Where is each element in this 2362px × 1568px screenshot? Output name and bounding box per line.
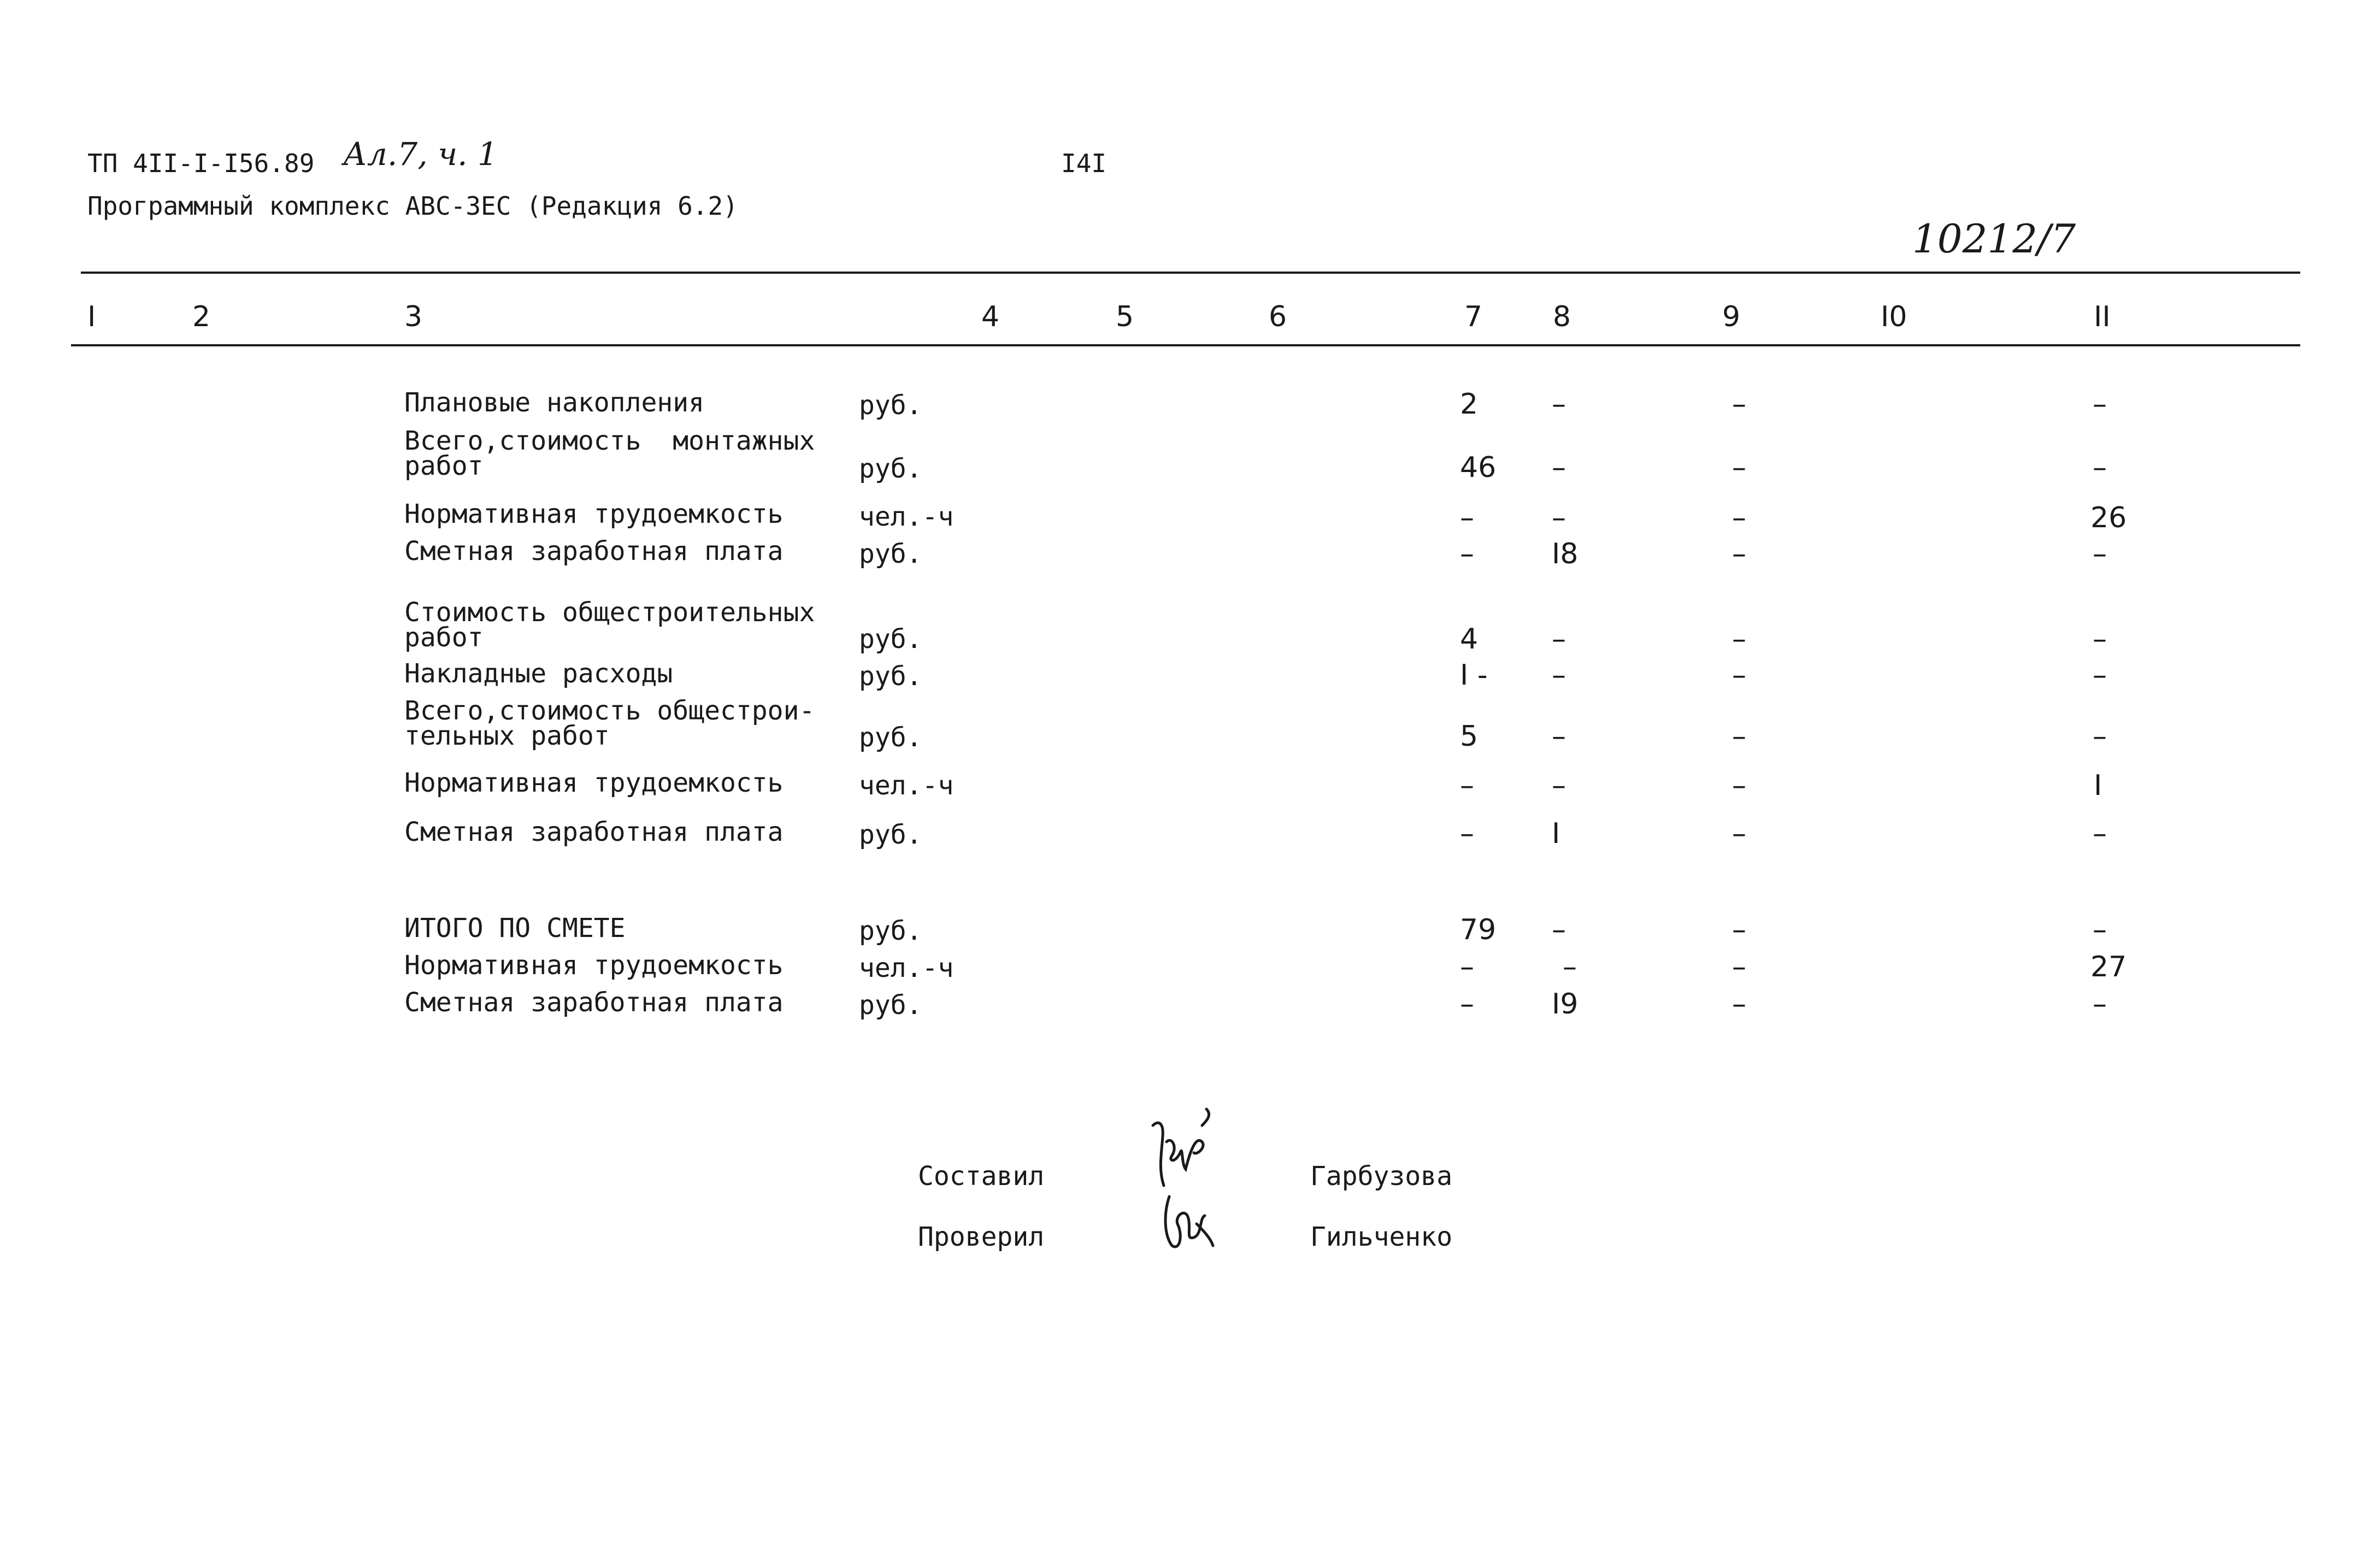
row-value-col7: 4 <box>1460 623 1479 656</box>
row-value-col9: – <box>1732 388 1746 421</box>
row-value-col9: – <box>1732 659 1746 692</box>
row-value-col11: – <box>2093 451 2107 484</box>
column-number: 9 <box>1722 300 1741 333</box>
column-number: I <box>87 300 96 333</box>
row-value-col8: – <box>1552 720 1566 753</box>
row-value-col8: – <box>1563 951 1577 983</box>
row-unit: руб. <box>859 990 922 1021</box>
column-number: 8 <box>1553 300 1571 333</box>
row-value-col11: 26 <box>2090 502 2127 534</box>
row-value-col8: I <box>1552 817 1560 850</box>
column-number: I0 <box>1881 300 1907 333</box>
row-value-col9: – <box>1732 538 1746 570</box>
row-unit: чел.-ч <box>859 502 954 532</box>
row-value-col11: – <box>2093 538 2107 570</box>
row-unit: руб. <box>859 722 922 753</box>
row-value-col8: – <box>1552 388 1566 421</box>
row-label: Нормативная трудоемкость <box>404 950 784 981</box>
handwritten-reference: Ал.7, ч. 1 <box>343 135 498 173</box>
row-value-col11: I <box>2094 769 2102 802</box>
compiled-by-name: Гарбузова <box>1310 1161 1453 1192</box>
row-value-col9: – <box>1732 913 1746 946</box>
row-unit: руб. <box>859 624 922 655</box>
row-value-col11: – <box>2093 913 2107 946</box>
row-label: Стоимость общестроительных работ <box>404 597 815 653</box>
row-value-col7: – <box>1460 951 1474 983</box>
column-number: 3 <box>404 300 423 333</box>
checked-by-label: Проверил <box>918 1222 1045 1252</box>
handwritten-number: 10212/7 <box>1912 216 2076 262</box>
row-unit: чел.-ч <box>859 770 954 801</box>
row-value-col11: – <box>2093 388 2107 421</box>
signature-compiled-icon <box>1142 1104 1229 1191</box>
signature-checked-icon <box>1158 1186 1224 1257</box>
row-value-col11: – <box>2093 720 2107 753</box>
row-value-col9: – <box>1732 502 1746 534</box>
row-value-col11: – <box>2093 659 2107 692</box>
row-label: Сметная заработная плата <box>404 817 784 847</box>
row-value-col7: 5 <box>1460 720 1479 753</box>
row-value-col8: – <box>1552 659 1566 692</box>
column-number: II <box>2094 300 2111 333</box>
row-unit: руб. <box>859 539 922 569</box>
top-rule <box>81 272 2300 274</box>
row-label: Всего,стоимость общестрои- тельных работ <box>404 695 815 751</box>
row-value-col11: – <box>2093 623 2107 656</box>
row-value-col9: – <box>1732 720 1746 753</box>
row-value-col9: – <box>1732 951 1746 983</box>
row-unit: руб. <box>859 661 922 692</box>
row-value-col7: – <box>1460 817 1474 850</box>
row-label: Нормативная трудоемкость <box>404 499 784 529</box>
row-unit: руб. <box>859 390 922 421</box>
row-value-col7: – <box>1460 538 1474 570</box>
row-value-col9: – <box>1732 451 1746 484</box>
program-title: Программный комплекс АВС-3ЕС (Редакция 6.2) <box>87 191 738 221</box>
row-value-col9: – <box>1732 817 1746 850</box>
row-value-col8: – <box>1552 451 1566 484</box>
row-value-col9: – <box>1732 988 1746 1021</box>
row-value-col7: 79 <box>1460 913 1497 946</box>
row-value-col8: – <box>1552 623 1566 656</box>
row-value-col7: 46 <box>1460 451 1497 484</box>
row-value-col11: 27 <box>2090 951 2127 983</box>
row-value-col8: I8 <box>1552 538 1578 570</box>
row-value-col11: – <box>2093 988 2107 1021</box>
row-value-col8: – <box>1552 913 1566 946</box>
row-value-col7: – <box>1460 502 1474 534</box>
column-number: 5 <box>1116 300 1134 333</box>
row-value-col8: I9 <box>1552 988 1578 1021</box>
row-unit: руб. <box>859 820 922 850</box>
row-value-col7: I - <box>1460 659 1488 692</box>
row-label: Накладные расходы <box>404 658 673 689</box>
row-value-col8: – <box>1552 769 1566 802</box>
header-bottom-rule <box>71 344 2300 346</box>
row-value-col8: – <box>1552 502 1566 534</box>
row-value-col9: – <box>1732 769 1746 802</box>
row-label: Сметная заработная плата <box>404 987 784 1018</box>
checked-by-name: Гильченко <box>1310 1222 1453 1252</box>
row-value-col7: – <box>1460 988 1474 1021</box>
row-value-col7: 2 <box>1460 388 1479 421</box>
document-code: ТП 4II-I-I56.89 <box>87 149 315 178</box>
row-unit: руб. <box>859 453 922 484</box>
column-number: 6 <box>1269 300 1287 333</box>
row-label: Нормативная трудоемкость <box>404 768 784 798</box>
row-value-col11: – <box>2093 817 2107 850</box>
row-label: ИТОГО ПО СМЕТЕ <box>404 913 626 944</box>
column-number: 2 <box>192 300 211 333</box>
column-number: 4 <box>981 300 1000 333</box>
compiled-by-label: Составил <box>918 1161 1045 1192</box>
row-unit: чел.-ч <box>859 953 954 983</box>
column-number: 7 <box>1464 300 1483 333</box>
row-label: Всего,стоимость монтажных работ <box>404 426 815 481</box>
page-number: I4I <box>1061 149 1107 178</box>
row-value-col7: – <box>1460 769 1474 802</box>
row-value-col9: – <box>1732 623 1746 656</box>
row-unit: руб. <box>859 916 922 946</box>
row-label: Плановые накопления <box>404 387 705 418</box>
row-label: Сметная заработная плата <box>404 536 784 567</box>
